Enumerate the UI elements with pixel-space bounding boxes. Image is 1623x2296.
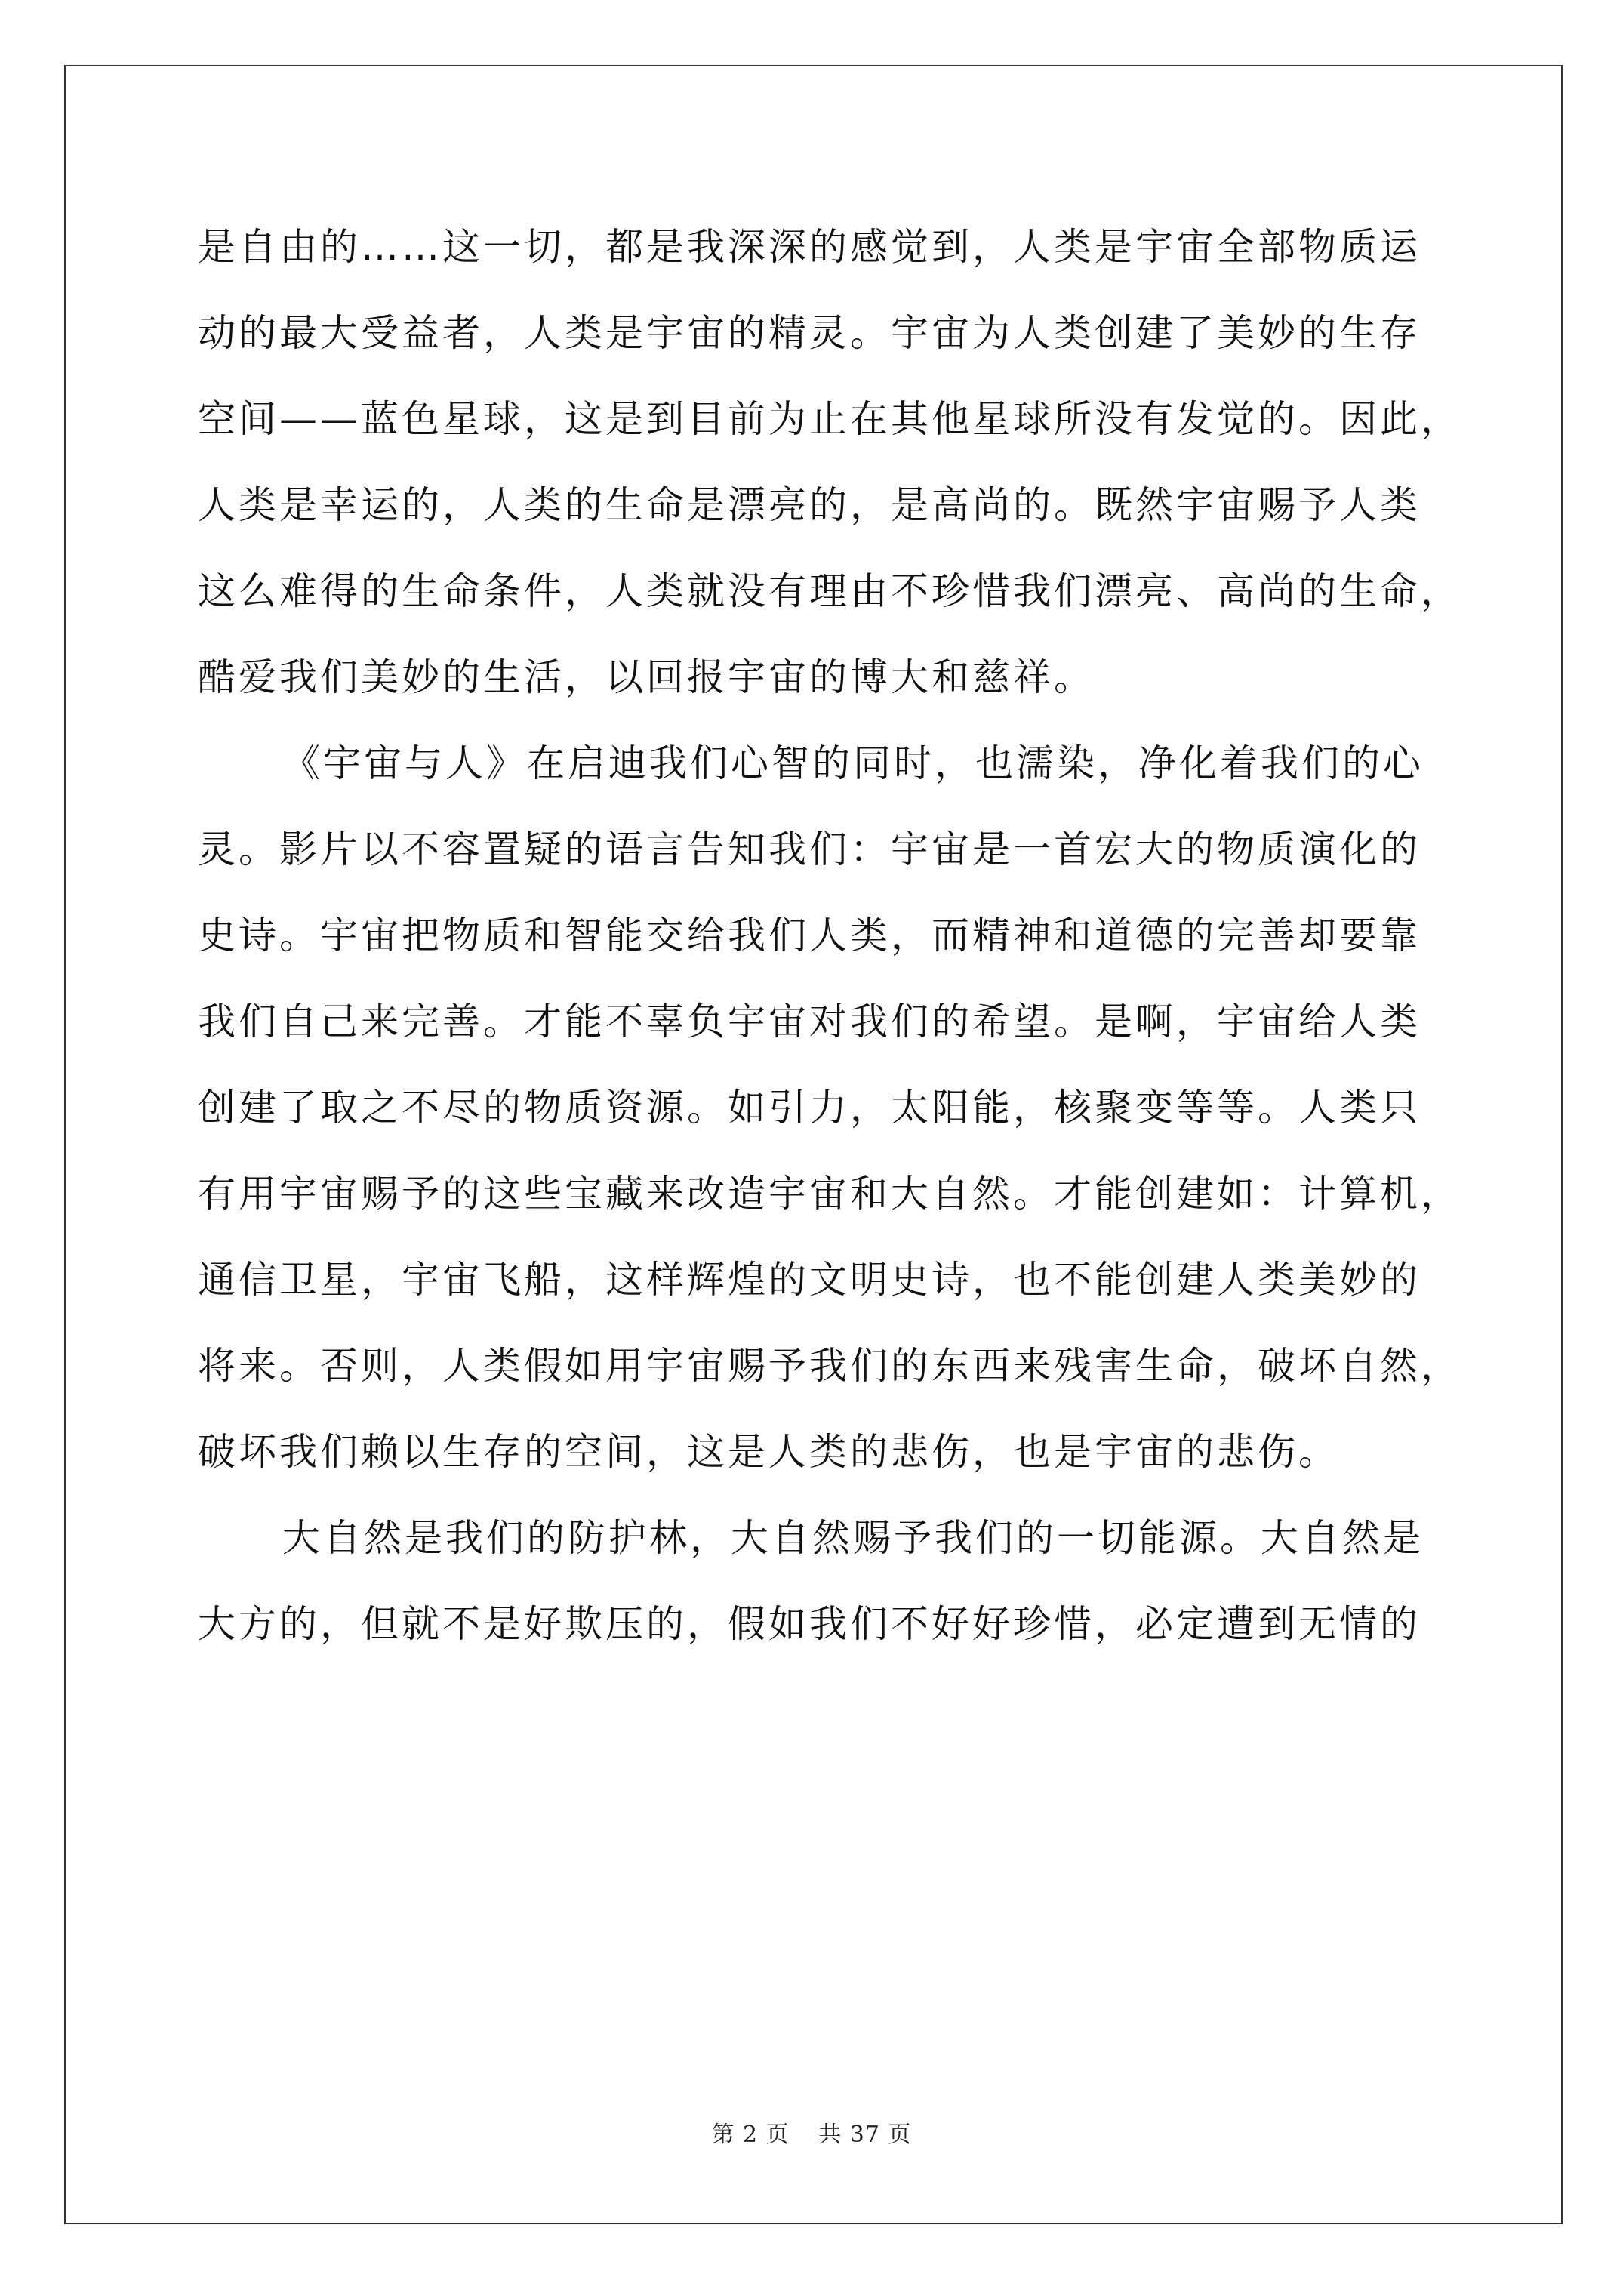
text-line: 创建了取之不尽的物质资源。如引力，太阳能，核聚变等等。人类只 — [198, 1086, 1421, 1130]
page-footer — [0, 2116, 1623, 2149]
text-line: 我们自己来完善。才能不辜负宇宙对我们的希望。是啊，宇宙给人类 — [198, 1000, 1421, 1043]
paragraph-3 — [198, 1495, 1436, 1667]
text-line: 空间——蓝色星球，这是到目前为止在其他星球所没有发觉的。因此， — [198, 397, 1461, 441]
text-line: 破坏我们赖以生存的空间，这是人类的悲伤，也是宇宙的悲伤。 — [198, 1430, 1339, 1474]
paragraph-1 — [198, 204, 1461, 720]
paragraph-2 — [198, 720, 1461, 1495]
text-line: 通信卫星，宇宙飞船，这样辉煌的文明史诗，也不能创建人类美妙的 — [198, 1258, 1421, 1302]
text-line: 大自然是我们的防护林，大自然赐予我们的一切能源。大自然是 — [282, 1516, 1424, 1560]
text-line: 这么难得的生命条件，人类就没有理由不珍惜我们漂亮、高尚的生命， — [198, 569, 1461, 613]
text-line: 史诗。宇宙把物质和智能交给我们人类，而精神和道德的完善却要靠 — [198, 914, 1421, 957]
body-text — [198, 204, 1461, 1667]
text-line: 《宇宙与人》在启迪我们心智的同时，也濡染，净化着我们的心 — [282, 741, 1424, 785]
text-line: 有用宇宙赐予的这些宝藏来改造宇宙和大自然。才能创建如：计算机， — [198, 1172, 1461, 1216]
text-line: 人类是幸运的，人类的生命是漂亮的，是高尚的。既然宇宙赐予人类 — [198, 483, 1421, 527]
page-total: 共 37 页 — [818, 2122, 912, 2148]
text-line: 酷爱我们美妙的生活，以回报宇宙的博大和慈祥。 — [198, 655, 1095, 699]
text-line: 大方的，但就不是好欺压的，假如我们不好好珍惜，必定遭到无情的 — [198, 1602, 1421, 1646]
page-number: 第 2 页 — [711, 2122, 790, 2148]
text-line: 将来。否则，人类假如用宇宙赐予我们的东西来残害生命，破坏自然， — [198, 1344, 1461, 1388]
text-line: 动的最大受益者，人类是宇宙的精灵。宇宙为人类创建了美妙的生存 — [198, 311, 1421, 355]
text-line: 是自由的……这一切，都是我深深的感觉到，人类是宇宙全部物质运 — [198, 225, 1421, 269]
text-line: 灵。影片以不容置疑的语言告知我们：宇宙是一首宏大的物质演化的 — [198, 827, 1421, 871]
